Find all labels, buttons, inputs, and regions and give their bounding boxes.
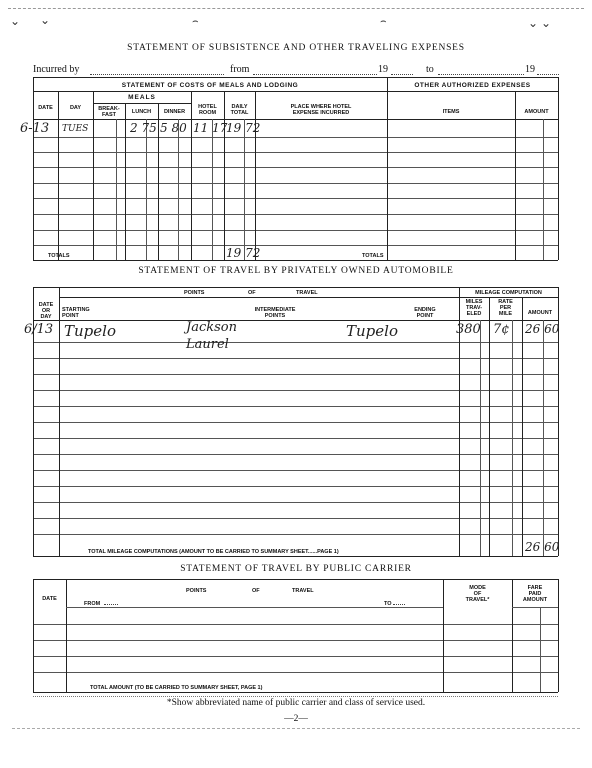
mode-of-travel-header: MODE OF TRAVEL* <box>465 585 490 603</box>
meal-entry-daily-total: 19 72 <box>226 121 261 135</box>
auto-entry-intermediate-1: Jackson <box>186 320 237 335</box>
auto-entry-ending: Tupelo <box>346 322 398 340</box>
auto-total-amount: 26 60 <box>525 540 560 554</box>
page-number: —2— <box>284 714 308 724</box>
miles-traveled-header: MILES TRAV- ELED <box>465 299 483 317</box>
carrier-of-header: OF <box>252 588 260 594</box>
col-day-header: DAY <box>69 105 82 111</box>
auto-entry-intermediate-2: Laurel <box>186 337 229 352</box>
ending-point-header: ENDING POINT <box>414 307 436 319</box>
meal-entry-hotel: 11 17 <box>193 121 228 135</box>
footnote: *Show abbreviated name of public carrier and class of service used. <box>166 698 426 708</box>
meal-entry-dinner: 5 80 <box>160 121 187 135</box>
auto-of-header: OF <box>248 290 256 296</box>
col-date-header: DATE <box>38 105 53 111</box>
to-label: to <box>426 64 434 75</box>
fare-paid-header: FARE PAID AMOUNT <box>522 585 548 603</box>
col-amount-header: AMOUNT <box>524 109 549 115</box>
carrier-section-title: STATEMENT OF TRAVEL BY PUBLIC CARRIER <box>180 564 412 574</box>
auto-entry-starting: Tupelo <box>64 322 116 340</box>
to-date-field[interactable] <box>438 66 524 75</box>
starting-point-header: STARTING POINT <box>62 307 90 319</box>
auto-entry-amount: 26 60 <box>525 322 560 336</box>
meal-entry-date: 6-13 <box>20 121 50 136</box>
meal-entry-lunch: 2 75 <box>130 121 157 135</box>
meals-totals-label: TOTALS <box>48 253 70 259</box>
col-lunch-header: LUNCH <box>131 109 152 115</box>
auto-section-title: STATEMENT OF TRAVEL BY PRIVATELY OWNED AUTOMOBILE <box>138 266 454 276</box>
auto-entry-rate: 7¢ <box>493 322 510 337</box>
year-label-1: 19 <box>378 64 388 75</box>
meals-header: MEALS <box>128 94 156 101</box>
col-dinner-header: DINNER <box>163 109 186 115</box>
incurred-by-field[interactable] <box>90 66 224 75</box>
meals-total-daily: 19 72 <box>226 246 261 260</box>
col-breakfast-header: BREAK- FAST <box>98 106 120 118</box>
col-place-header: PLACE WHERE HOTEL EXPENSE INCURRED <box>290 104 352 116</box>
carrier-to-label: TO <box>384 601 392 607</box>
carrier-from-label: FROM <box>84 601 101 607</box>
other-totals-label: TOTALS <box>362 253 384 259</box>
auto-travel-header: TRAVEL <box>296 290 318 296</box>
mileage-computation-header: MILEAGE COMPUTATION <box>475 290 542 296</box>
from-label: from <box>230 64 250 75</box>
auto-entry-date: 6/13 <box>24 322 54 337</box>
col-items-header: ITEMS <box>442 109 460 115</box>
carrier-from-field[interactable] <box>104 604 118 605</box>
meal-entry-day: TUES <box>62 124 89 134</box>
form-title: STATEMENT OF SUBSISTENCE AND OTHER TRAVELING EXPENSES <box>127 43 465 53</box>
from-date-field[interactable] <box>253 66 377 75</box>
rate-per-mile-header: RATE PER MILE <box>498 299 513 317</box>
from-year-field[interactable] <box>391 66 413 75</box>
carrier-travel-header: TRAVEL <box>292 588 314 594</box>
to-year-field[interactable] <box>537 66 559 75</box>
auto-amount-header: AMOUNT <box>527 310 553 316</box>
col-daily-total-header: DAILY TOTAL <box>230 104 249 116</box>
auto-date-header: DATE OR DAY <box>38 302 54 320</box>
intermediate-points-header: INTERMEDIATE POINTS <box>254 307 296 319</box>
auto-entry-miles: 380 <box>456 322 481 337</box>
carrier-to-field[interactable] <box>393 604 405 605</box>
auto-points-header: POINTS <box>184 290 205 296</box>
other-expenses-title: OTHER AUTHORIZED EXPENSES <box>414 82 531 89</box>
meals-section-title: STATEMENT OF COSTS OF MEALS AND LODGING <box>121 82 299 89</box>
year-label-2: 19 <box>525 64 535 75</box>
auto-total-label: TOTAL MILEAGE COMPUTATIONS (AMOUNT TO BE CARRIED TO SUMMARY SHEET......PAGE 1) <box>88 549 339 555</box>
col-hotel-header: HOTEL ROOM <box>198 104 217 116</box>
incurred-by-label: Incurred by <box>33 64 80 75</box>
carrier-date-header: DATE <box>42 596 57 602</box>
carrier-points-header: POINTS <box>186 588 207 594</box>
carrier-total-label: TOTAL AMOUNT (TO BE CARRIED TO SUMMARY SHEET, PAGE 1) <box>90 685 263 691</box>
